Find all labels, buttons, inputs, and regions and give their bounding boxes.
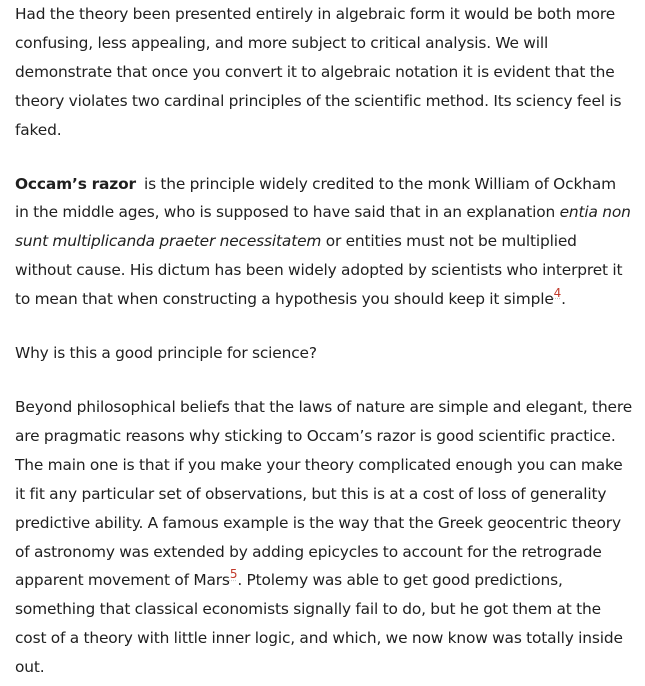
paragraph-spacer	[15, 314, 633, 339]
paragraph-spacer	[15, 368, 633, 393]
occam-end-punctuation: .	[561, 290, 566, 309]
footnote-link-4[interactable]: 4	[553, 286, 562, 301]
paragraph-question: Why is this a good principle for science?	[15, 344, 317, 363]
term-occams-razor: Occam’s razor	[15, 174, 136, 193]
occam-text-before-latin: is the principle widely credited to the monk William of Ockham in the middle ages, who is supposed to have said that in an explanation	[15, 174, 616, 222]
footnote-link-5[interactable]: 5	[229, 567, 238, 582]
paragraph-pragmatic-reasons	[15, 393, 633, 682]
pragmatic-text-after-footnote: . Ptolemy was able to get good predictions, something that classical economists signally fail to do, but he got them at the cost of a theory with little inner logic, and which, we now know was totally inside out.	[15, 571, 623, 677]
latin-phrase: entia non sunt multiplicanda praeter necessitatem	[15, 203, 631, 251]
paragraph-occams-razor	[15, 170, 633, 315]
occam-text-after-latin: or entities must not be multiplied without cause. His dictum has been widely adopted by scientists who interpret it to mean that when constructing a hypothesis you should keep it simple	[15, 232, 623, 309]
paragraph-algebraic-form: Had the theory been presented entirely in algebraic form it would be both more confusing, less appealing, and more subject to critical analysis. We will demonstrate that once you convert it to algebraic notation it is evident that the theory violates two cardinal principles of the scientific method. Its sciency feel is faked.	[15, 5, 622, 139]
pragmatic-text-before-footnote: Beyond philosophical beliefs that the laws of nature are simple and elegant, there are pragmatic reasons why sticking to Occam’s razor is good scientific practice. The main one is that if you make your theory complicated enough you can make it fit any particular set of observations, but this is at a cost of loss of generality predictive ability. A famous example is the way that the Greek geocentric theory of astronomy was extended by adding epicycles to account for the retrograde apparent movement of Mars	[15, 397, 633, 590]
paragraph-spacer	[15, 145, 633, 170]
